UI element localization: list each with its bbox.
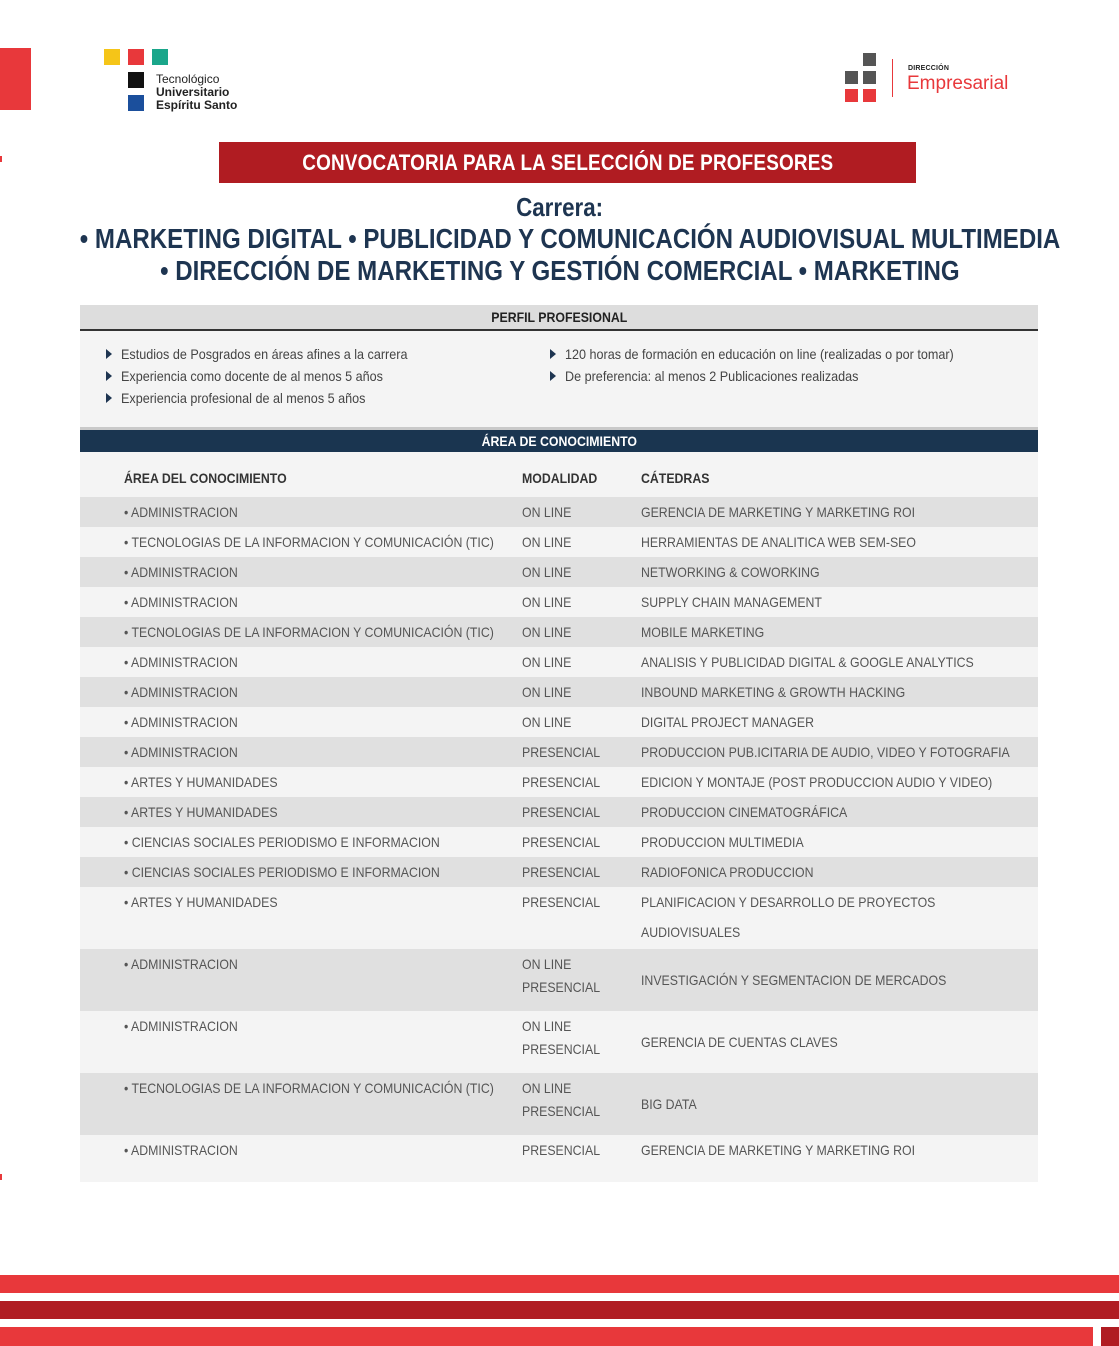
carrera-line-2-text: • DIRECCIÓN DE MARKETING Y GESTIÓN COMERCIAL • MARKETING xyxy=(159,255,960,286)
cell-area-text: • ADMINISTRACION xyxy=(124,744,238,760)
cell-area xyxy=(124,949,253,979)
cell-modalidad-text: PRESENCIAL xyxy=(522,774,601,790)
cell-modalidad-text: PRESENCIAL xyxy=(522,744,601,760)
cell-modalidad-text: ON LINE xyxy=(522,1080,572,1096)
cell-modalidad xyxy=(522,737,611,767)
cell-area-text: • ARTES Y HUMANIDADES xyxy=(124,894,278,910)
column-header-modalidad xyxy=(522,463,608,493)
cell-modalidad-text: ON LINE xyxy=(522,956,572,972)
cell-catedra xyxy=(641,617,781,647)
cell-area xyxy=(124,767,299,797)
direccion-empresarial-logo xyxy=(845,53,1045,105)
cell-modalidad xyxy=(522,767,611,797)
column-header-text: CÁTEDRAS xyxy=(641,470,710,486)
cell-modalidad xyxy=(522,707,578,737)
cell-modalidad xyxy=(522,617,578,647)
cell-area xyxy=(124,557,253,587)
cell-area-text: • CIENCIAS SOCIALES PERIODISMO E INFORMACION xyxy=(124,834,440,850)
cell-area-text: • ADMINISTRACION xyxy=(124,654,238,670)
left-accent-dot xyxy=(0,156,2,162)
cell-area-text: • ARTES Y HUMANIDADES xyxy=(124,804,278,820)
table-row xyxy=(80,557,1038,587)
perfil-item-text: 120 horas de formación en educación on line (realizadas o por tomar) xyxy=(565,346,954,362)
carrera-label xyxy=(0,192,1119,223)
cell-catedra-text: GERENCIA DE MARKETING Y MARKETING ROI xyxy=(641,1142,916,1158)
cell-area-text: • ADMINISTRACION xyxy=(124,504,238,520)
cell-catedra xyxy=(641,497,952,527)
cell-catedra xyxy=(641,965,988,995)
cell-area xyxy=(124,827,483,857)
cell-catedra xyxy=(641,647,1019,677)
perfil-item-text: Estudios de Posgrados en áreas afines a la carrera xyxy=(121,346,408,362)
table-row xyxy=(80,737,1038,767)
cell-area xyxy=(124,737,253,767)
cell-catedra xyxy=(641,557,844,587)
carrera-line-2 xyxy=(0,255,1119,287)
table-row xyxy=(80,827,1038,857)
cell-modalidad-text: ON LINE xyxy=(522,504,572,520)
cell-modalidad-text: ON LINE xyxy=(522,534,572,550)
table-header-row xyxy=(80,463,1038,497)
cell-modalidad-text: PRESENCIAL xyxy=(522,1041,601,1057)
cell-modalidad xyxy=(522,887,611,917)
tecnologico-espiritu-santo-logo xyxy=(104,49,284,119)
cell-area xyxy=(124,527,544,557)
cell-area xyxy=(124,617,544,647)
title-banner xyxy=(219,142,916,183)
column-header-text: MODALIDAD xyxy=(522,470,598,486)
cell-catedra-text: DIGITAL PROJECT MANAGER xyxy=(641,714,814,730)
perfil-item-text: Experiencia profesional de al menos 5 años xyxy=(121,390,366,406)
banner-text: CONVOCATORIA PARA LA SELECCIÓN DE PROFESORES xyxy=(301,149,834,175)
footer-stripe xyxy=(0,1301,1119,1319)
cell-catedra xyxy=(641,827,826,857)
table-row xyxy=(80,857,1038,887)
cell-catedra xyxy=(641,677,941,707)
cell-modalidad xyxy=(522,497,578,527)
cell-catedra-text: GERENCIA DE MARKETING Y MARKETING ROI xyxy=(641,504,916,520)
table-row xyxy=(80,497,1038,527)
carrera-line-1-text: • MARKETING DIGITAL • PUBLICIDAD Y COMUNICACIÓN AUDIOVISUAL MULTIMEDIA xyxy=(79,223,1061,254)
logo-square-yellow xyxy=(104,49,120,65)
perfil-item xyxy=(548,343,988,365)
perfil-item xyxy=(104,387,544,409)
table-row xyxy=(80,1135,1038,1165)
cell-catedra xyxy=(641,857,837,887)
cell-modalidad xyxy=(522,972,611,1002)
cell-modalidad xyxy=(522,797,611,827)
area-title: ÁREA DE CONOCIMIENTO xyxy=(481,433,637,449)
cell-modalidad-text: PRESENCIAL xyxy=(522,894,601,910)
cell-catedra xyxy=(641,587,847,617)
perfil-item-text: Experiencia como docente de al menos 5 años xyxy=(121,368,383,384)
footer-stripe-end xyxy=(1101,1327,1119,1346)
cell-catedra xyxy=(641,767,1040,797)
cell-modalidad-text: ON LINE xyxy=(522,714,572,730)
cell-area-text: • ADMINISTRACION xyxy=(124,956,238,972)
table-row xyxy=(80,527,1038,557)
area-section-header xyxy=(80,427,1038,452)
cell-area-text: • ARTES Y HUMANIDADES xyxy=(124,774,278,790)
cell-catedra-text: PRODUCCION CINEMATOGRÁFICA xyxy=(641,804,848,820)
cell-modalidad xyxy=(522,857,611,887)
logo-square-gray xyxy=(863,71,876,84)
cell-modalidad xyxy=(522,647,578,677)
cell-modalidad-text: ON LINE xyxy=(522,1018,572,1034)
logo-big-text: Empresarial xyxy=(907,73,1009,94)
logo-small-text: DIRECCIÓN xyxy=(908,65,950,72)
triangle-bullet-icon xyxy=(106,371,112,381)
cell-catedra xyxy=(641,707,838,737)
cell-area-text: • ADMINISTRACION xyxy=(124,564,238,580)
cell-area xyxy=(124,497,253,527)
cell-catedra xyxy=(641,1027,865,1057)
table-row xyxy=(80,887,1038,949)
left-accent-bar xyxy=(0,48,31,110)
cell-modalidad-text: PRESENCIAL xyxy=(522,834,601,850)
table-row xyxy=(80,617,1038,647)
cell-catedra-text: EDICION Y MONTAJE (POST PRODUCCION AUDIO Y VIDEO) xyxy=(641,774,993,790)
cell-modalidad xyxy=(522,587,578,617)
logo-wordmark xyxy=(156,73,237,112)
logo-square-gray xyxy=(863,53,876,66)
footer-stripe xyxy=(0,1275,1119,1293)
cell-modalidad-text: ON LINE xyxy=(522,654,572,670)
cell-area xyxy=(124,1073,544,1103)
cell-catedra xyxy=(641,1135,952,1165)
column-header-text: ÁREA DEL CONOCIMIENTO xyxy=(124,470,287,486)
cell-area xyxy=(124,647,253,677)
logo-square-black xyxy=(128,72,144,88)
table-row xyxy=(80,797,1038,827)
cell-area-text: • ADMINISTRACION xyxy=(124,684,238,700)
table-row xyxy=(80,707,1038,737)
cell-catedra-text: INVESTIGACIÓN Y SEGMENTACION DE MERCADOS xyxy=(641,972,947,988)
perfil-item xyxy=(104,343,544,365)
cell-modalidad xyxy=(522,527,578,557)
logo-square-red xyxy=(845,89,858,102)
triangle-bullet-icon xyxy=(106,349,112,359)
cell-catedra-text: PRODUCCION MULTIMEDIA xyxy=(641,834,804,850)
triangle-bullet-icon xyxy=(550,349,556,359)
perfil-item-text: De preferencia: al menos 2 Publicaciones realizadas xyxy=(565,368,859,384)
carrera-line-1 xyxy=(0,223,1119,255)
table-row xyxy=(80,1073,1038,1135)
cell-area xyxy=(124,857,483,887)
cell-catedra-text: AUDIOVISUALES xyxy=(641,924,741,940)
triangle-bullet-icon xyxy=(550,371,556,381)
cell-modalidad-text: PRESENCIAL xyxy=(522,979,601,995)
cell-area-text: • ADMINISTRACION xyxy=(124,714,238,730)
cell-area-text: • ADMINISTRACION xyxy=(124,1142,238,1158)
logo-square-red xyxy=(128,49,144,65)
cell-catedra-text: MOBILE MARKETING xyxy=(641,624,765,640)
cell-catedra-text: INBOUND MARKETING & GROWTH HACKING xyxy=(641,684,906,700)
area-table xyxy=(80,463,1038,1165)
triangle-bullet-icon xyxy=(106,393,112,403)
perfil-list-left xyxy=(104,343,544,409)
cell-catedra-text: PLANIFICACION Y DESARROLLO DE PROYECTOS xyxy=(641,894,936,910)
cell-area xyxy=(124,1011,253,1041)
cell-modalidad-text: PRESENCIAL xyxy=(522,1103,601,1119)
carrera-label-text: Carrera: xyxy=(515,192,603,222)
cell-modalidad-text: PRESENCIAL xyxy=(522,1142,601,1158)
cell-modalidad xyxy=(522,557,578,587)
cell-catedra-text: ANALISIS Y PUBLICIDAD DIGITAL & GOOGLE ANALYTICS xyxy=(641,654,974,670)
logo-square-blue xyxy=(128,95,144,111)
cell-catedra-text: RADIOFONICA PRODUCCION xyxy=(641,864,814,880)
cell-area xyxy=(124,797,299,827)
cell-modalidad xyxy=(522,1034,611,1064)
cell-catedra xyxy=(641,917,754,947)
cell-modalidad-text: PRESENCIAL xyxy=(522,804,601,820)
cell-modalidad xyxy=(522,677,578,707)
cell-catedra xyxy=(641,1089,704,1119)
content-card xyxy=(80,305,1038,1182)
perfil-section-header xyxy=(80,305,1038,331)
cell-catedra-text: HERRAMIENTAS DE ANALITICA WEB SEM-SEO xyxy=(641,534,916,550)
cell-area-text: • TECNOLOGIAS DE LA INFORMACION Y COMUNICACIÓN (TIC) xyxy=(124,534,494,550)
cell-catedra-text: PRODUCCION PUB.ICITARIA DE AUDIO, VIDEO Y FOTOGRAFIA xyxy=(641,744,1010,760)
cell-area-text: • TECNOLOGIAS DE LA INFORMACION Y COMUNICACIÓN (TIC) xyxy=(124,624,494,640)
cell-area-text: • ADMINISTRACION xyxy=(124,594,238,610)
footer-stripe xyxy=(0,1327,1093,1346)
cell-area xyxy=(124,1135,253,1165)
cell-modalidad-text: ON LINE xyxy=(522,684,572,700)
cell-area xyxy=(124,887,299,917)
cell-catedra xyxy=(641,737,1060,767)
perfil-item xyxy=(104,365,544,387)
cell-area-text: • ADMINISTRACION xyxy=(124,1018,238,1034)
cell-catedra-text: BIG DATA xyxy=(641,1096,697,1112)
column-header-area xyxy=(124,463,309,493)
logo-line-1: Tecnológico xyxy=(156,72,220,86)
perfil-title: PERFIL PROFESIONAL xyxy=(490,309,627,325)
cell-catedra xyxy=(641,887,976,917)
table-row xyxy=(80,647,1038,677)
logo-square-green xyxy=(152,49,168,65)
cell-modalidad-text: ON LINE xyxy=(522,564,572,580)
perfil-list-right xyxy=(548,343,988,387)
cell-catedra xyxy=(641,797,875,827)
logo-square-gray xyxy=(845,71,858,84)
cell-area xyxy=(124,587,253,617)
cell-modalidad xyxy=(522,827,611,857)
cell-area-text: • CIENCIAS SOCIALES PERIODISMO E INFORMACION xyxy=(124,864,440,880)
column-header-catedras xyxy=(641,463,719,493)
cell-modalidad xyxy=(522,1135,611,1165)
cell-modalidad-text: ON LINE xyxy=(522,624,572,640)
table-row xyxy=(80,949,1038,1011)
cell-catedra-text: GERENCIA DE CUENTAS CLAVES xyxy=(641,1034,838,1050)
cell-catedra-text: NETWORKING & COWORKING xyxy=(641,564,820,580)
cell-area xyxy=(124,707,253,737)
cell-area-text: • TECNOLOGIAS DE LA INFORMACION Y COMUNICACIÓN (TIC) xyxy=(124,1080,494,1096)
table-row xyxy=(80,767,1038,797)
table-row xyxy=(80,677,1038,707)
cell-modalidad-text: ON LINE xyxy=(522,594,572,610)
table-row xyxy=(80,587,1038,617)
logo-line-3: Espíritu Santo xyxy=(156,98,238,112)
left-accent-dot xyxy=(0,1174,2,1180)
cell-catedra xyxy=(641,527,953,557)
logo-line-2: Universitario xyxy=(156,85,230,99)
logo-square-red xyxy=(863,89,876,102)
logo-divider xyxy=(892,59,893,97)
perfil-item xyxy=(548,365,988,387)
cell-modalidad-text: PRESENCIAL xyxy=(522,864,601,880)
cell-area xyxy=(124,677,253,707)
table-row xyxy=(80,1011,1038,1073)
cell-catedra-text: SUPPLY CHAIN MANAGEMENT xyxy=(641,594,822,610)
cell-modalidad xyxy=(522,1096,611,1126)
